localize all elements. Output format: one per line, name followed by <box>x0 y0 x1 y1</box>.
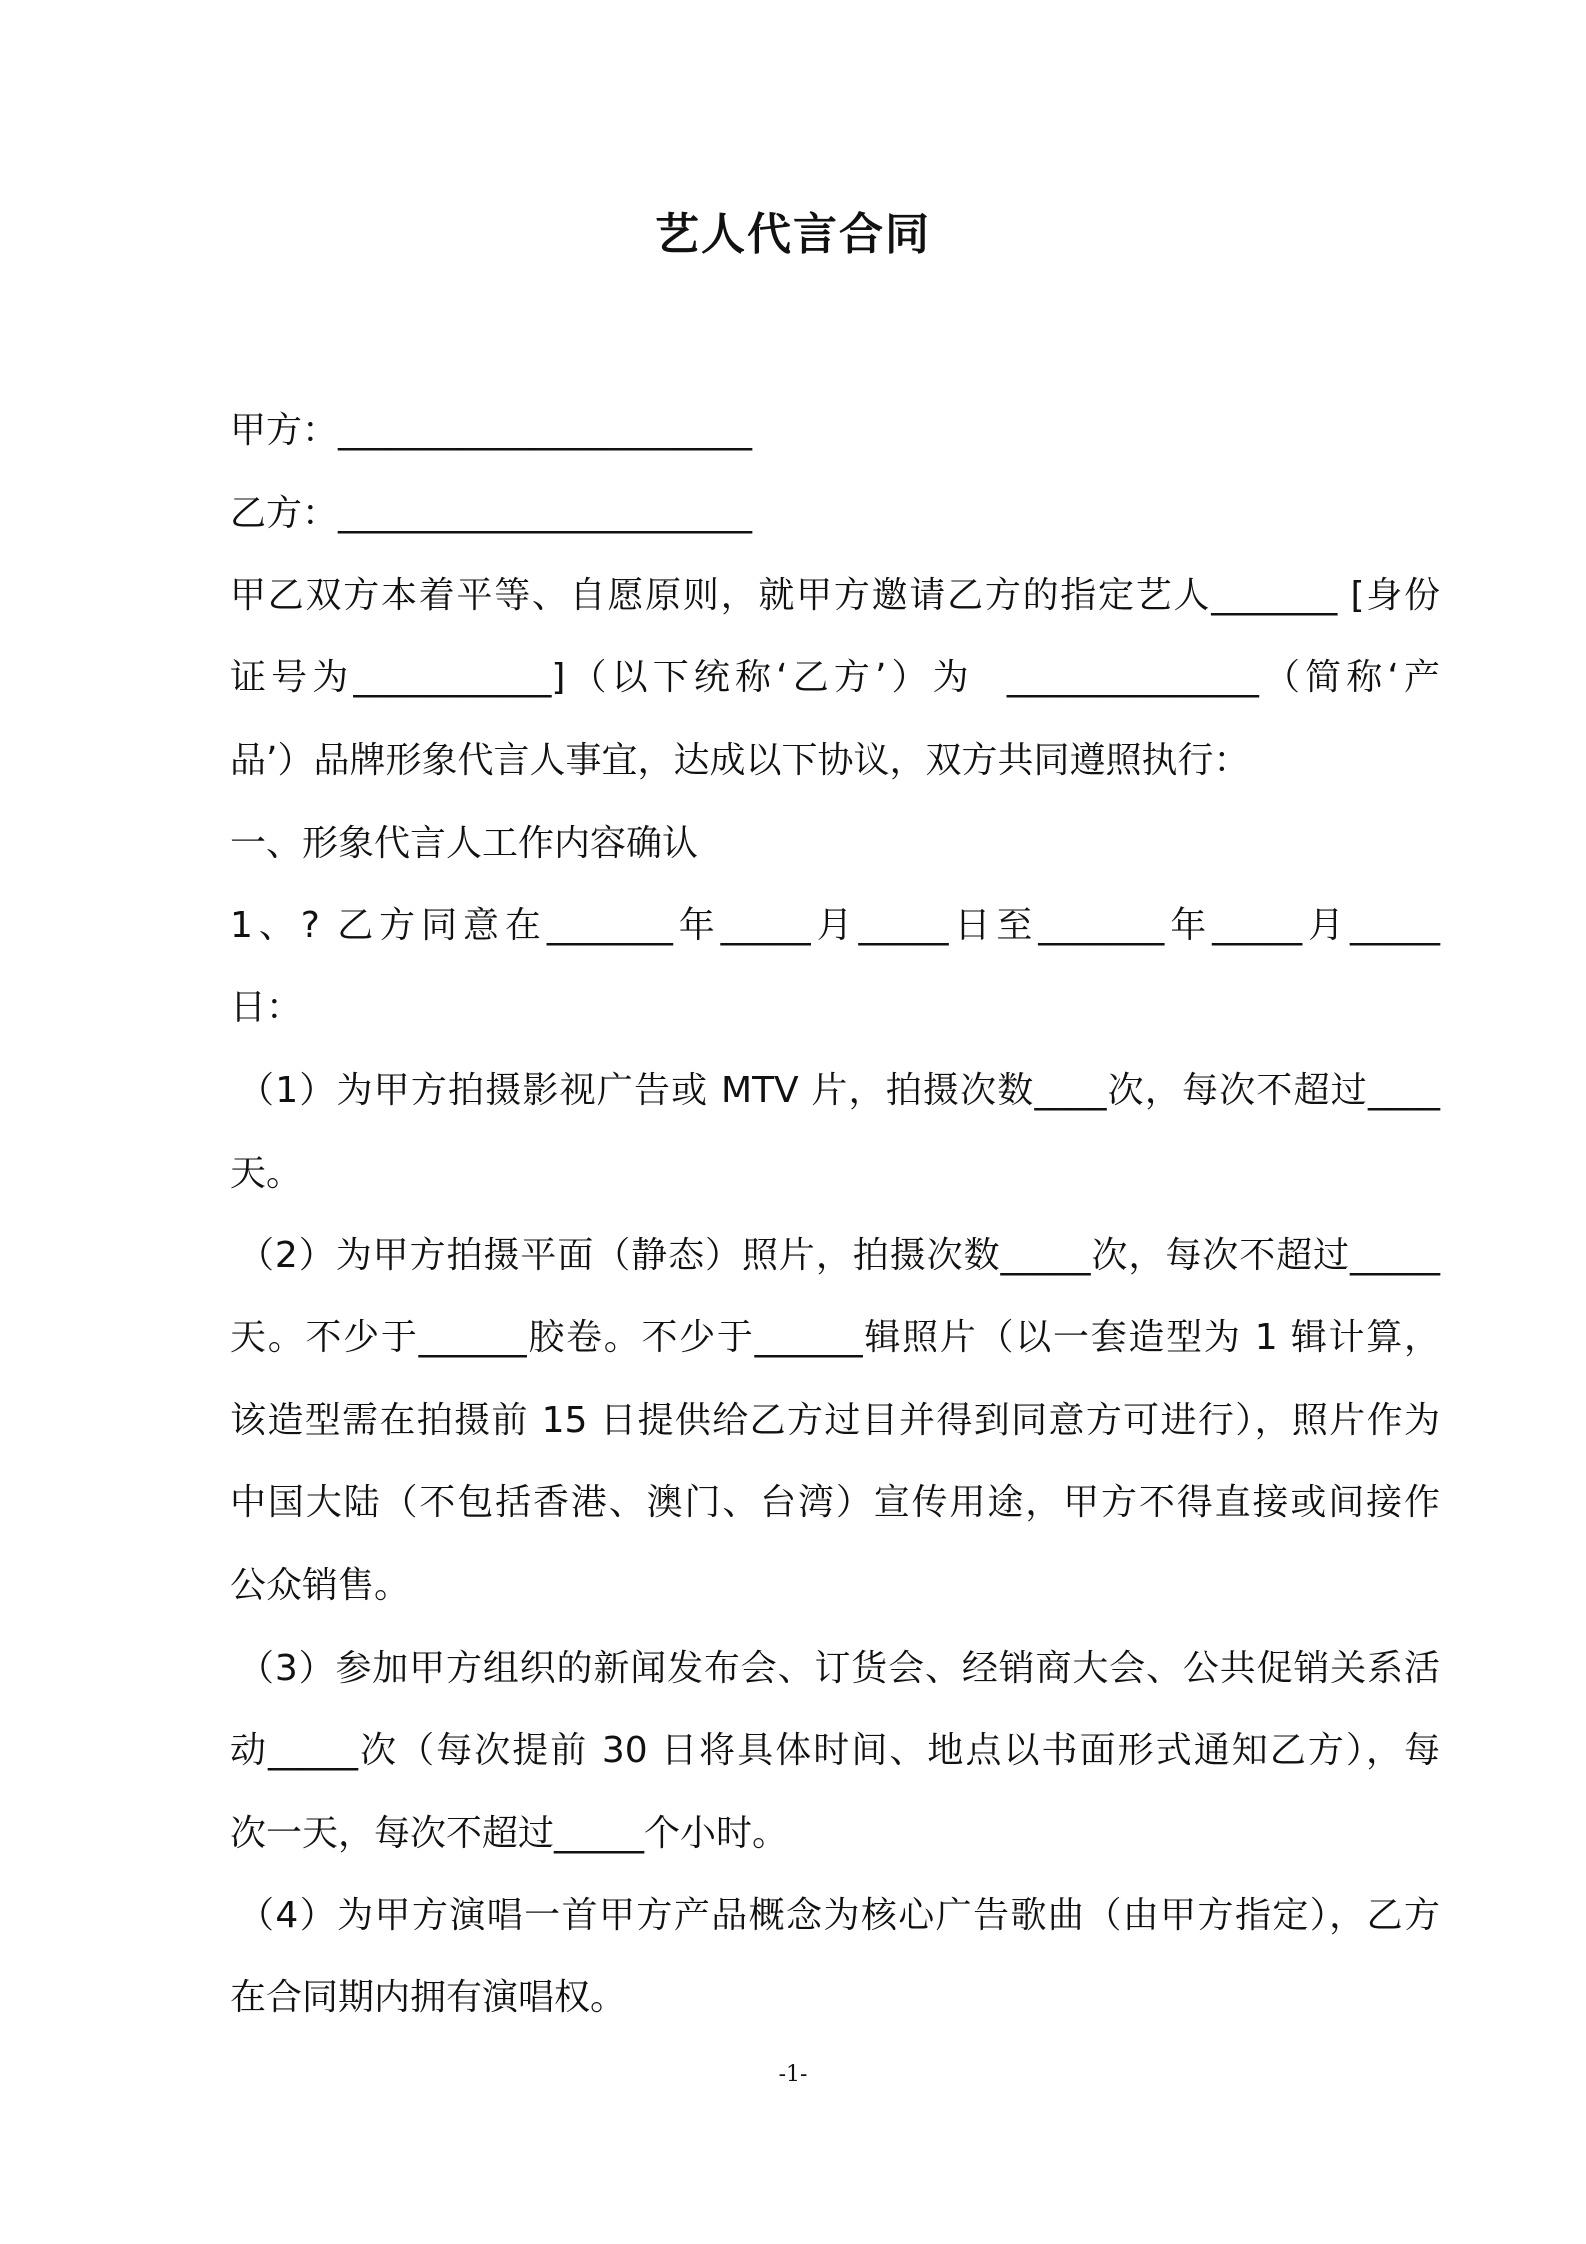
clause-line: 1、? 乙方同意在_______年_____月_____日至_______年_____月_____ <box>230 905 1440 946</box>
item-line: 天。不少于______胶卷。不少于______辑照片（以一套造型为 1 辑计算， <box>230 1317 1440 1358</box>
intro-line: 证号为___________]（以下统称‘乙方’）为 ______________（简称‘产 <box>230 657 1440 698</box>
clause-line: 日： <box>230 987 303 1028</box>
page-number: -1- <box>778 2062 808 2087</box>
item-line: 动_____次（每次提前 30 日将具体时间、地点以书面形式通知乙方），每 <box>230 1730 1440 1771</box>
document-title: 艺人代言合同 <box>655 209 931 260</box>
party-b-line: 乙方：_______________________ <box>230 493 753 534</box>
item-line: （3）参加甲方组织的新闻发布会、订货会、经销商大会、公共促销关系活 <box>238 1648 1440 1689</box>
item-line: 公众销售。 <box>230 1565 411 1606</box>
item-line: （4）为甲方演唱一首甲方产品概念为核心广告歌曲（由甲方指定），乙方 <box>238 1895 1440 1936</box>
item-line: 在合同期内拥有演唱权。 <box>230 1977 627 2018</box>
item-line: （2）为甲方拍摄平面（静态）照片，拍摄次数_____次，每次不超过_____ <box>238 1235 1440 1276</box>
item-line: 该造型需在拍摄前 15 日提供给乙方过目并得到同意方可进行），照片作为 <box>230 1400 1440 1441</box>
section-heading: 一、形象代言人工作内容确认 <box>230 823 699 864</box>
item-line: 天。 <box>230 1153 303 1194</box>
intro-line: 品’）品牌形象代言人事宜，达成以下协议，双方共同遵照执行： <box>230 740 1250 781</box>
item-line: 中国大陆（不包括香港、澳门、台湾）宣传用途，甲方不得直接或间接作 <box>230 1482 1440 1523</box>
item-line: 次一天，每次不超过_____个小时。 <box>230 1813 789 1854</box>
intro-line: 甲乙双方本着平等、自愿原则，就甲方邀请乙方的指定艺人_______ [身份 <box>230 575 1440 616</box>
party-a-line: 甲方：_______________________ <box>230 410 753 451</box>
item-line: （1）为甲方拍摄影视广告或 MTV 片，拍摄次数____次，每次不超过____ <box>238 1070 1440 1111</box>
